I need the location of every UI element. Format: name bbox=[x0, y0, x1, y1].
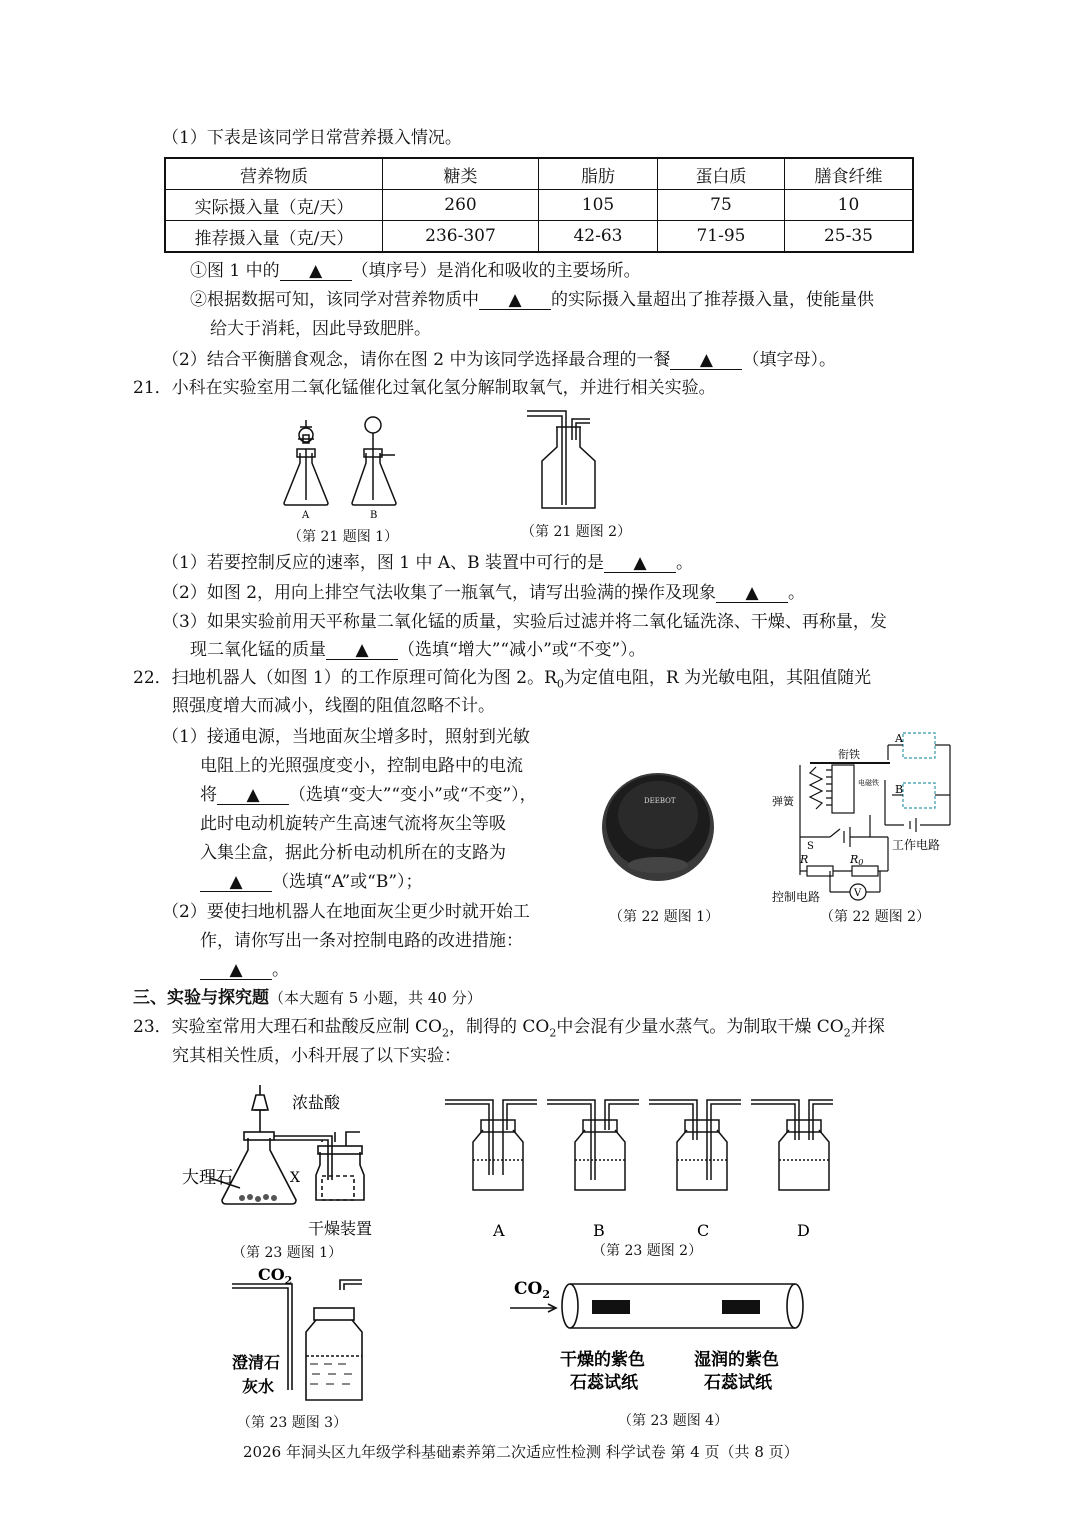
q23-fig2-caption: （第 23 题图 2） bbox=[592, 1243, 703, 1259]
q23-fig4-caption: （第 23 题图 4） bbox=[618, 1413, 729, 1429]
voltmeter-label: V bbox=[854, 888, 862, 899]
marble-label: 大理石 bbox=[182, 1168, 233, 1188]
q21-part2-text: 。 bbox=[788, 583, 806, 603]
q22-stem-text: 为定值电阻，R 为光敏电阻，其阻值随光 bbox=[563, 668, 872, 688]
fixed-resistor-label bbox=[849, 853, 863, 867]
table-cell: 25-35 bbox=[785, 221, 914, 253]
q21-part1 bbox=[162, 551, 693, 575]
answer-blank[interactable]: ▲ bbox=[670, 351, 742, 370]
q22-p1-line3 bbox=[200, 783, 537, 807]
flask-a-diagram bbox=[284, 420, 328, 505]
q23-fig1-apparatus bbox=[180, 1080, 380, 1240]
section-note: （本大题有 5 小题，共 40 分） bbox=[269, 989, 482, 1007]
limewater-label-2: 灰水 bbox=[242, 1377, 275, 1396]
page-footer: 2026 年洞头区九年级学科基础素养第二次适应性检测 科学试卷 第 4 页（共 8 页） bbox=[243, 1443, 799, 1461]
dry-litmus-paper bbox=[592, 1300, 630, 1314]
q22-p1-line2: 电阻上的光照强度变小，控制电路中的电流 bbox=[200, 756, 523, 776]
q23-stem-text: 23．实验室常用大理石和盐酸反应制 CO bbox=[133, 1017, 442, 1037]
q22-p2-line3 bbox=[200, 958, 289, 982]
wet-paper-label-1: 湿润的紫色 bbox=[694, 1350, 779, 1370]
work-circuit-label: 工作电路 bbox=[892, 838, 941, 852]
bottle-c-label: C bbox=[697, 1221, 710, 1240]
answer-blank[interactable]: ▲ bbox=[326, 641, 398, 660]
q23-fig1-caption: （第 23 题图 1） bbox=[232, 1245, 343, 1261]
table-cell: 42-63 bbox=[539, 221, 658, 253]
co2-text: CO bbox=[258, 1265, 285, 1284]
answer-blank[interactable]: ▲ bbox=[200, 873, 272, 892]
subscript: 2 bbox=[549, 1026, 557, 1040]
q22-circuit-diagram bbox=[770, 725, 960, 910]
q20-sub2 bbox=[190, 288, 874, 312]
reagent-x-label: X bbox=[290, 1170, 300, 1186]
section-title: 三、实验与探究题 bbox=[133, 988, 269, 1008]
q20-sub2-text: ②根据数据可知，该同学对营养物质中 bbox=[190, 290, 479, 310]
q20-part1-intro: （1）下表是该同学日常营养摄入情况。 bbox=[162, 128, 462, 148]
answer-blank[interactable]: ▲ bbox=[200, 961, 272, 980]
table-header-cell: 膳食纤维 bbox=[785, 158, 914, 190]
q21-part3-text: 现二氧化锰的质量 bbox=[190, 640, 326, 660]
table-header-cell: 蛋白质 bbox=[658, 158, 785, 190]
answer-blank[interactable]: ▲ bbox=[280, 262, 352, 281]
branch-b-label: B bbox=[895, 783, 904, 796]
flask-b-diagram bbox=[352, 417, 396, 505]
co2-text: CO bbox=[514, 1279, 543, 1299]
robot-vacuum-image bbox=[598, 765, 718, 885]
q22-stem-line1 bbox=[133, 666, 871, 696]
co2-label bbox=[514, 1279, 550, 1301]
q22-p1-line5: 入集尘盒，据此分析电动机所在的支路为 bbox=[200, 843, 506, 863]
table-cell: 260 bbox=[383, 190, 539, 221]
nutrition-table bbox=[164, 157, 914, 253]
answer-blank[interactable]: ▲ bbox=[217, 786, 289, 805]
flask-b-label: B bbox=[370, 510, 378, 521]
co2-label bbox=[258, 1265, 292, 1287]
q23-fig4-tube bbox=[510, 1270, 820, 1400]
q23-stem-text: 并探 bbox=[850, 1017, 885, 1037]
q22-fig1-caption: （第 22 题图 1） bbox=[609, 909, 720, 925]
q23-fig2-bottles bbox=[445, 1090, 845, 1240]
table-header-cell: 脂肪 bbox=[539, 158, 658, 190]
subscript: 2 bbox=[284, 1274, 293, 1287]
q22-fig2-caption: （第 22 题图 2） bbox=[820, 909, 931, 925]
q20-part2-text: （2）结合平衡膳食观念，请你在图 2 中为该同学选择最合理的一餐 bbox=[162, 350, 671, 370]
bottle-d-label: D bbox=[797, 1221, 810, 1240]
electromagnet-label: 电磁铁 bbox=[858, 779, 879, 787]
q21-stem: 21．小科在实验室用二氧化锰催化过氧化氢分解制取氧气，并进行相关实验。 bbox=[133, 378, 716, 398]
q22-p2-line1: （2）要使扫地机器人在地面灰尘更少时就开始工 bbox=[162, 902, 530, 922]
section3-heading bbox=[133, 986, 482, 1010]
q22-p2-text: 。 bbox=[272, 960, 289, 980]
table-header-cell: 营养物质 bbox=[165, 158, 383, 190]
q21-part3-line2 bbox=[190, 638, 646, 662]
q21-fig2-caption: （第 21 题图 2） bbox=[521, 524, 632, 540]
q20-sub1-text: （填序号）是消化和吸收的主要场所。 bbox=[351, 261, 641, 281]
wet-litmus-paper bbox=[722, 1300, 760, 1314]
answer-blank[interactable]: ▲ bbox=[716, 584, 788, 603]
q21-part2 bbox=[162, 581, 805, 605]
subscript: 2 bbox=[843, 1026, 851, 1040]
subscript: 0 bbox=[556, 677, 564, 691]
q21-part2-text: （2）如图 2，用向上排空气法收集了一瓶氧气，请写出验满的操作及现象 bbox=[162, 583, 717, 603]
q22-p1-line6 bbox=[200, 870, 423, 894]
table-cell: 推荐摄入量（克/天） bbox=[165, 221, 383, 253]
q21-part1-text: （1）若要控制反应的速率，图 1 中 A、B 装置中可行的是 bbox=[162, 553, 605, 573]
table-cell: 10 bbox=[785, 190, 914, 221]
q21-part3-text: （选填“增大”“减小”或“不变”）。 bbox=[398, 640, 646, 660]
table-cell: 75 bbox=[658, 190, 785, 221]
drying-device-label: 干燥装置 bbox=[308, 1219, 373, 1238]
dry-paper-label-1: 干燥的紫色 bbox=[560, 1350, 645, 1370]
q23-stem-text: 中会混有少量水蒸气。为制取干燥 CO bbox=[556, 1017, 844, 1037]
q20-part2 bbox=[162, 348, 836, 372]
gas-bottle-diagram bbox=[527, 411, 595, 508]
table-cell: 71-95 bbox=[658, 221, 785, 253]
q20-part2-text: （填字母）。 bbox=[742, 350, 836, 370]
spring-label: 弹簧 bbox=[772, 795, 794, 808]
robot-brand-label: DEEBOT bbox=[644, 797, 676, 805]
table-cell: 实际摄入量（克/天） bbox=[165, 190, 383, 221]
branch-a-label: A bbox=[895, 732, 903, 745]
q22-p1-text: （选填“A”或“B”）； bbox=[272, 872, 423, 892]
q20-sub1 bbox=[190, 259, 641, 283]
wet-paper-label-2: 石蕊试纸 bbox=[704, 1373, 772, 1393]
armature-label: 衔铁 bbox=[838, 748, 860, 761]
switch-label: S bbox=[807, 841, 814, 852]
subscript: 2 bbox=[542, 1288, 550, 1301]
limewater-label-1: 澄清石 bbox=[232, 1353, 281, 1372]
table-row bbox=[165, 190, 913, 221]
table-header-cell: 糖类 bbox=[383, 158, 539, 190]
q22-p1-line4: 此时电动机旋转产生高速气流将灰尘等吸 bbox=[200, 814, 506, 834]
q22-p1-line1: （1）接通电源，当地面灰尘增多时，照射到光敏 bbox=[162, 727, 530, 747]
q22-p2-line2: 作，请你写出一条对控制电路的改进措施： bbox=[200, 931, 523, 951]
conc-acid-label: 浓盐酸 bbox=[292, 1093, 341, 1112]
subscript: 0 bbox=[858, 858, 864, 867]
q20-sub1-text: ①图 1 中的 bbox=[190, 261, 280, 281]
table-row bbox=[165, 221, 913, 253]
table-header-row bbox=[165, 158, 913, 190]
dry-paper-label-2: 石蕊试纸 bbox=[570, 1373, 638, 1393]
table-cell: 105 bbox=[539, 190, 658, 221]
q21-part3-line1: （3）如果实验前用天平称量二氧化锰的质量，实验后过滤并将二氧化锰洗涤、干燥、再称量，发 bbox=[162, 612, 887, 632]
answer-blank[interactable]: ▲ bbox=[604, 554, 676, 573]
q22-stem-text: 22．扫地机器人（如图 1）的工作原理可简化为图 2。R bbox=[133, 668, 557, 688]
flask-a-label: A bbox=[302, 510, 310, 521]
q20-sub2-continued: 给大于消耗，因此导致肥胖。 bbox=[210, 319, 431, 339]
q21-part1-text: 。 bbox=[676, 553, 694, 573]
fixed-resistor-letter: R bbox=[850, 853, 859, 866]
control-circuit-label: 控制电路 bbox=[772, 890, 821, 904]
photoresistor-label: R bbox=[800, 853, 809, 866]
q22-stem-line2: 照强度增大而减小，线圈的阻值忽略不计。 bbox=[172, 696, 495, 716]
q23-stem-text: ，制得的 CO bbox=[448, 1017, 550, 1037]
q23-stem-line2: 究其相关性质，小科开展了以下实验： bbox=[172, 1046, 461, 1066]
q22-p1-text: （选填“变大”“变小”或“不变”）， bbox=[289, 785, 537, 805]
q23-stem-line1 bbox=[133, 1015, 885, 1045]
subscript: 2 bbox=[441, 1026, 449, 1040]
q22-p1-text: 将 bbox=[200, 785, 217, 805]
q21-fig1-caption: （第 21 题图 1） bbox=[288, 529, 399, 545]
table-cell: 236-307 bbox=[383, 221, 539, 253]
q23-fig3-caption: （第 23 题图 3） bbox=[237, 1415, 348, 1431]
bottle-a-label: A bbox=[493, 1221, 505, 1240]
q23-fig3-limewater bbox=[232, 1260, 392, 1410]
answer-blank[interactable]: ▲ bbox=[479, 291, 551, 310]
q20-sub2-text: 的实际摄入量超出了推荐摄入量，使能量供 bbox=[551, 290, 874, 310]
bottle-b-label: B bbox=[593, 1221, 605, 1240]
